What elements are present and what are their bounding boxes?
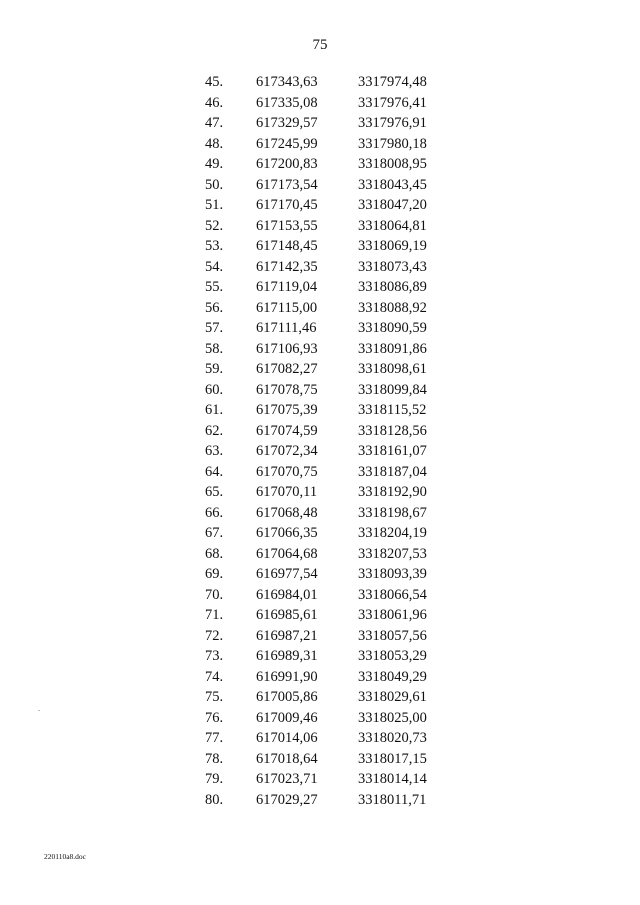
y-coordinate: 3318093,39 (358, 566, 427, 582)
point-number: 71. (205, 607, 224, 623)
point-number: 55. (205, 279, 224, 295)
table-row (0, 93, 640, 114)
y-coordinate: 3318043,45 (358, 176, 427, 193)
table-row (0, 298, 640, 319)
y-coordinate: 3318053,29 (358, 648, 427, 664)
table-row (0, 441, 640, 462)
x-coordinate: 617023,71 (256, 771, 318, 787)
y-coordinate: 3318014,14 (358, 771, 427, 787)
point-number: 66. (205, 504, 224, 521)
y-coordinate: 3317976,41 (358, 94, 427, 111)
point-number: 77. (205, 730, 224, 746)
y-coordinate: 3318020,73 (358, 730, 427, 746)
point-number: 62. (205, 422, 224, 439)
point-number: 60. (205, 381, 224, 398)
point-number: 65. (205, 484, 224, 500)
y-coordinate: 3318064,81 (358, 217, 427, 234)
point-number: 53. (205, 238, 224, 254)
table-row (0, 790, 640, 811)
y-coordinate: 3318187,04 (358, 463, 427, 480)
table-row (0, 318, 640, 339)
x-coordinate: 616989,31 (256, 648, 318, 664)
point-number: 78. (205, 750, 224, 767)
x-coordinate: 617082,27 (256, 361, 318, 377)
y-coordinate: 3318008,95 (358, 156, 427, 172)
table-row (0, 687, 640, 708)
table-row (0, 605, 640, 626)
table-row (0, 626, 640, 647)
table-row (0, 113, 640, 134)
table-row (0, 175, 640, 196)
x-coordinate: 617170,45 (256, 197, 318, 213)
x-coordinate: 617075,39 (256, 402, 318, 418)
y-coordinate: 3318061,96 (358, 607, 427, 623)
y-coordinate: 3318090,59 (358, 320, 427, 336)
x-coordinate: 617014,06 (256, 730, 318, 746)
table-row (0, 400, 640, 421)
margin-mark (38, 710, 40, 711)
y-coordinate: 3318017,15 (358, 750, 427, 767)
point-number: 49. (205, 156, 224, 172)
x-coordinate: 617335,08 (256, 94, 318, 111)
point-number: 79. (205, 771, 224, 787)
y-coordinate: 3318047,20 (358, 197, 427, 213)
point-number: 75. (205, 689, 224, 705)
x-coordinate: 616984,01 (256, 586, 318, 603)
table-row (0, 503, 640, 524)
table-row (0, 462, 640, 483)
y-coordinate: 3318073,43 (358, 258, 427, 275)
point-number: 72. (205, 627, 224, 644)
x-coordinate: 617343,63 (256, 74, 318, 90)
point-number: 69. (205, 566, 224, 582)
y-coordinate: 3317974,48 (358, 74, 427, 90)
x-coordinate: 616985,61 (256, 607, 318, 623)
table-row (0, 667, 640, 688)
x-coordinate: 617245,99 (256, 135, 318, 152)
point-number: 64. (205, 463, 224, 480)
table-row (0, 339, 640, 360)
x-coordinate: 617153,55 (256, 217, 318, 234)
y-coordinate: 3318128,56 (358, 422, 427, 439)
y-coordinate: 3318161,07 (358, 443, 427, 459)
point-number: 67. (205, 525, 224, 541)
point-number: 47. (205, 115, 224, 131)
table-row (0, 544, 640, 565)
point-number: 56. (205, 299, 224, 316)
y-coordinate: 3318066,54 (358, 586, 427, 603)
x-coordinate: 617142,35 (256, 258, 318, 275)
table-row (0, 216, 640, 237)
y-coordinate: 3318204,19 (358, 525, 427, 541)
x-coordinate: 617066,35 (256, 525, 318, 541)
point-number: 50. (205, 176, 224, 193)
x-coordinate: 617072,34 (256, 443, 318, 459)
x-coordinate: 617173,54 (256, 176, 318, 193)
y-coordinate: 3318099,84 (358, 381, 427, 398)
table-row (0, 585, 640, 606)
y-coordinate: 3318049,29 (358, 668, 427, 685)
point-number: 63. (205, 443, 224, 459)
point-number: 70. (205, 586, 224, 603)
x-coordinate: 616977,54 (256, 566, 318, 582)
x-coordinate: 617119,04 (256, 279, 318, 295)
y-coordinate: 3318025,00 (358, 709, 427, 726)
y-coordinate: 3318088,92 (358, 299, 427, 316)
y-coordinate: 3317976,91 (358, 115, 427, 131)
point-number: 61. (205, 402, 224, 418)
y-coordinate: 3318192,90 (358, 484, 427, 500)
y-coordinate: 3318198,67 (358, 504, 427, 521)
point-number: 80. (205, 791, 224, 808)
x-coordinate: 617064,68 (256, 545, 318, 562)
footer-filename: 220110a8.doc (44, 852, 87, 861)
table-row (0, 380, 640, 401)
x-coordinate: 617018,64 (256, 750, 318, 767)
x-coordinate: 617115,00 (256, 299, 318, 316)
y-coordinate: 3318069,19 (358, 238, 427, 254)
x-coordinate: 617329,57 (256, 115, 318, 131)
point-number: 73. (205, 648, 224, 664)
point-number: 48. (205, 135, 224, 152)
point-number: 58. (205, 340, 224, 357)
x-coordinate: 617106,93 (256, 340, 318, 357)
table-row (0, 523, 640, 544)
point-number: 68. (205, 545, 224, 562)
x-coordinate: 617078,75 (256, 381, 318, 398)
y-coordinate: 3318011,71 (358, 791, 427, 808)
point-number: 74. (205, 668, 224, 685)
table-row (0, 236, 640, 257)
x-coordinate: 617005,86 (256, 689, 318, 705)
x-coordinate: 617029,27 (256, 791, 318, 808)
table-row (0, 769, 640, 790)
table-row (0, 728, 640, 749)
coordinate-table (0, 72, 640, 810)
table-row (0, 646, 640, 667)
table-row (0, 749, 640, 770)
table-row (0, 154, 640, 175)
point-number: 76. (205, 709, 224, 726)
x-coordinate: 617074,59 (256, 422, 318, 439)
point-number: 59. (205, 361, 224, 377)
x-coordinate: 617009,46 (256, 709, 318, 726)
y-coordinate: 3318086,89 (358, 279, 427, 295)
table-row (0, 195, 640, 216)
x-coordinate: 617148,45 (256, 238, 318, 254)
table-row (0, 134, 640, 155)
x-coordinate: 616991,90 (256, 668, 318, 685)
y-coordinate: 3318098,61 (358, 361, 427, 377)
table-row (0, 564, 640, 585)
y-coordinate: 3318207,53 (358, 545, 427, 562)
x-coordinate: 617111,46 (256, 320, 317, 336)
table-row (0, 277, 640, 298)
point-number: 46. (205, 94, 224, 111)
x-coordinate: 617200,83 (256, 156, 318, 172)
x-coordinate: 617070,11 (256, 484, 318, 500)
y-coordinate: 3318115,52 (358, 402, 427, 418)
point-number: 45. (205, 74, 224, 90)
x-coordinate: 617070,75 (256, 463, 318, 480)
table-row (0, 421, 640, 442)
table-row (0, 482, 640, 503)
y-coordinate: 3318057,56 (358, 627, 427, 644)
point-number: 51. (205, 197, 224, 213)
y-coordinate: 3317980,18 (358, 135, 427, 152)
point-number: 57. (205, 320, 224, 336)
x-coordinate: 616987,21 (256, 627, 318, 644)
point-number: 52. (205, 217, 224, 234)
table-row (0, 359, 640, 380)
point-number: 54. (205, 258, 224, 275)
table-row (0, 708, 640, 729)
table-row (0, 257, 640, 278)
page-number: 75 (312, 37, 328, 53)
y-coordinate: 3318029,61 (358, 689, 427, 705)
x-coordinate: 617068,48 (256, 504, 318, 521)
table-row (0, 72, 640, 93)
y-coordinate: 3318091,86 (358, 340, 427, 357)
